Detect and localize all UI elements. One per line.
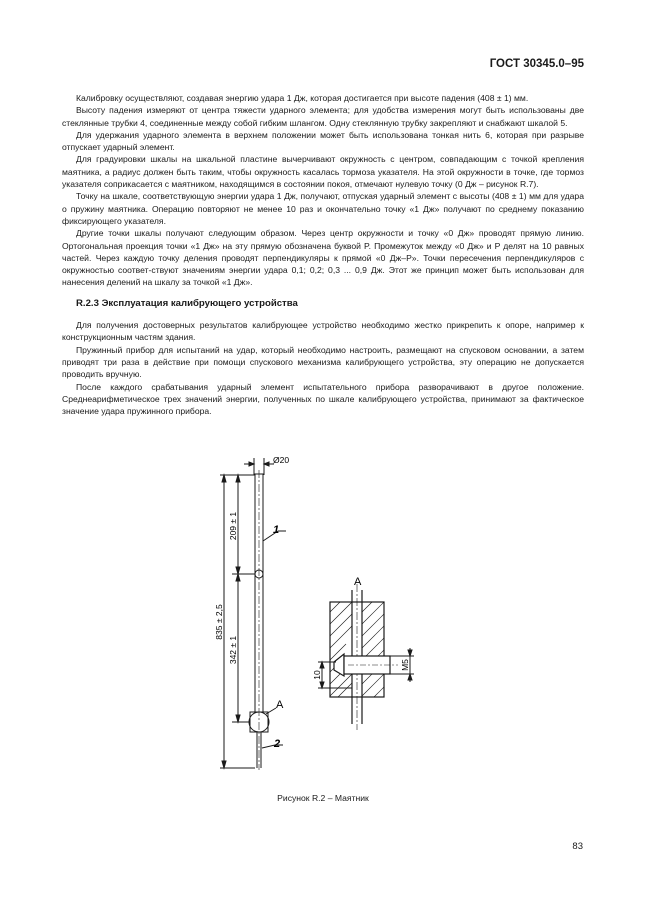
paragraph: Калибровку осуществляют, создавая энергию удара 1 Дж, которая достигается при высоте падения (408 ± 1) мм. bbox=[76, 93, 529, 103]
paragraph: После каждого срабатывания ударный элемент испытательного прибора разворачивают в другое положение. Среднеарифметическое трех значений энергии, полученных по шкале калибрующего устройства, принимают за фактическое значение удара пружинного прибора. bbox=[62, 381, 584, 417]
callout-1-label: 1 bbox=[273, 524, 280, 536]
dim-upper-label: 209 ± 1 bbox=[228, 511, 238, 541]
callout-a-label: A bbox=[276, 699, 284, 711]
callout-2-label: 2 bbox=[274, 738, 281, 750]
dim-ten-label: 10 bbox=[312, 670, 322, 680]
dim-lower-label: 342 ± 1 bbox=[228, 635, 238, 665]
dim-total-label: 835 ± 2,5 bbox=[214, 604, 224, 640]
document-header: ГОСТ 30345.0–95 bbox=[489, 58, 584, 70]
detail-a-title: A bbox=[354, 576, 362, 588]
page-number: 83 bbox=[572, 841, 583, 852]
figure-caption: Рисунок R.2 – Маятник bbox=[277, 793, 369, 803]
paragraph: Точку на шкале, соответствующую энергии удара 1 Дж, получают, отпуская ударный элемент с высоты (408 ± 1) мм для удара о пружину маятника. Операцию повторяют не менее 10 раз и окончательно точку «1 Дж» получают по среднему показанию фиксирующего указателя. bbox=[62, 191, 584, 226]
paragraph: Для удержания ударного элемента в верхнем положении может быть использована тонкая нить 6, которая при разрыве отпускает ударный элемент. bbox=[62, 129, 584, 153]
paragraph: Другие точки шкалы получают следующим образом. Через центр окружности и точку «0 Дж» проводят прямую линию. Ортогональная проекция точки «1 Дж» на эту прямую обозначена буквой P. Промежуток между «0 Дж» и P делят на 10 равных частей. Через каждую точку деления проводят перпендикуляры к прямой «0 Дж–P». Точки пересечения перпендикуляров с окружностью соответ-ствуют значениям энергии удара 0,1; 0,2; 0,3 ... 0,9 Дж. Этот же принцип может быть использован для нанесения делений на шкалу за точкой «1 Дж». bbox=[62, 228, 584, 288]
paragraph: Для получения достоверных результатов калибрующее устройство необходимо жестко прикрепить к опоре, например к конструкционным частям здания. bbox=[62, 320, 584, 343]
dim-diameter-label: Ø20 bbox=[273, 455, 290, 465]
paragraph: Пружинный прибор для испытаний на удар, который необходимо настроить, размещают на спусковом основании, а затем приводят три раза в действие при помощи спускового механизма калибрующего устройства, эту операцию не допускается проводить вручную. bbox=[62, 344, 584, 380]
paragraph: Высоту падения измеряют от центра тяжести ударного элемента; для удобства измерения могут быть использованы две стеклянные трубки 4, соединенные между собой гибким шлангом. Одну стеклянную трубку закрепляют и снабжают шкалой 5. bbox=[62, 105, 584, 128]
section-title: R.2.3 Эксплуатация калибрующего устройства bbox=[76, 297, 298, 309]
dim-thread-label: M5 bbox=[400, 659, 410, 671]
paragraph: Для градуировки шкалы на шкальной пластине вычерчивают окружность с центром, совпадающим с точкой крепления маятника, а радиус должен быть таким, чтобы окружность касалась тормоза указателя. На этой окружности в точке, где тормоз указателя соприкасается с маятником, находящимся в состоянии покоя, отмечают нулевую точку (0 Дж – рисунок R.7). bbox=[62, 154, 584, 190]
